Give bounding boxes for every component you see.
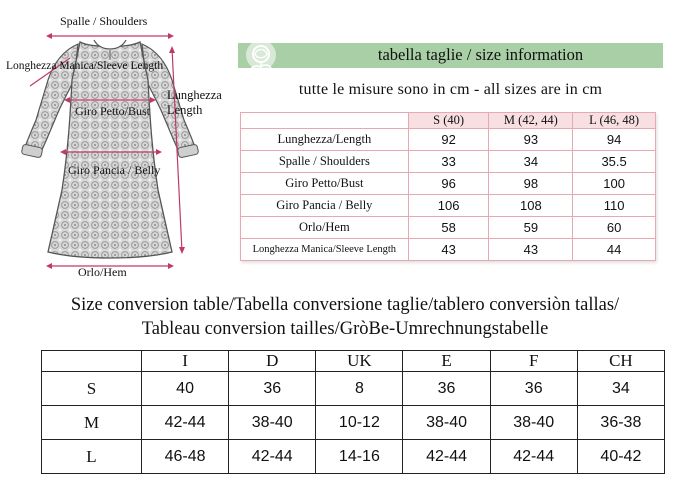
row-label-shoulders: Spalle / Shoulders [241, 151, 409, 173]
col-italy: I [142, 351, 229, 372]
label-hem: Orlo/Hem [78, 265, 127, 279]
table-cell: 40-42 [577, 440, 664, 474]
table-row [42, 372, 665, 406]
table-cell: 42-44 [229, 440, 316, 474]
table-row [241, 195, 656, 217]
table-cell: 110 [573, 195, 656, 217]
col-germany: D [229, 351, 316, 372]
table-cell: 35.5 [573, 151, 656, 173]
table-row [42, 440, 665, 474]
table-cell: 92 [408, 129, 489, 151]
table-row [241, 151, 656, 173]
size-col-m: M (42, 44) [489, 113, 573, 129]
table-cell: 36 [403, 372, 490, 406]
table-cell: 14-16 [316, 440, 403, 474]
label-bust: Giro Petto/Bust [75, 104, 151, 118]
row-label-hem: Orlo/Hem [241, 217, 409, 239]
table-cell: 43 [489, 239, 573, 261]
size-table-corner [241, 113, 409, 129]
conversion-corner [42, 351, 142, 372]
table-cell: 94 [573, 129, 656, 151]
row-label-bust: Giro Petto/Bust [241, 173, 409, 195]
label-sleeve-length: Longhezza Manica/Sleeve Length [6, 60, 164, 72]
table-cell: 38-40 [403, 406, 490, 440]
table-cell: 42-44 [142, 406, 229, 440]
table-cell: 46-48 [142, 440, 229, 474]
conversion-table [41, 350, 665, 474]
table-row [241, 217, 656, 239]
table-row [241, 239, 656, 261]
units-note: tutte le misure sono in cm - all sizes are in cm [298, 81, 603, 98]
table-row [42, 406, 665, 440]
label-length-line2: Length [167, 103, 203, 117]
row-label-sleeve-length: Longhezza Manica/Sleeve Length [241, 239, 409, 261]
conversion-title-line2: Tableau conversion tailles/GròBe-Umrechnungstabelle [141, 319, 549, 339]
table-cell: 34 [489, 151, 573, 173]
row-label-s: S [42, 372, 142, 406]
table-cell: 34 [577, 372, 664, 406]
size-info-header [238, 43, 663, 68]
table-cell: 36 [229, 372, 316, 406]
row-label-l: L [42, 440, 142, 474]
label-shoulders: Spalle / Shoulders [60, 14, 148, 28]
table-cell: 38-40 [490, 406, 577, 440]
table-cell: 98 [489, 173, 573, 195]
col-uk: UK [316, 351, 403, 372]
table-cell: 93 [489, 129, 573, 151]
table-cell: 43 [408, 239, 489, 261]
table-cell: 42-44 [490, 440, 577, 474]
header-title: tabella taglie / size information [377, 45, 584, 64]
conversion-title-line1: Size conversion table/Tabella conversione taglie/tablero conversiòn tallas/ [70, 295, 620, 315]
conversion-header-row [42, 351, 665, 372]
table-cell: 36 [490, 372, 577, 406]
table-cell: 42-44 [403, 440, 490, 474]
row-label-length: Lunghezza/Length [241, 129, 409, 151]
dress-illustration [0, 0, 235, 290]
table-cell: 10-12 [316, 406, 403, 440]
table-cell: 33 [408, 151, 489, 173]
size-table [240, 112, 656, 261]
rose-icon [241, 37, 281, 73]
table-cell: 60 [573, 217, 656, 239]
table-cell: 106 [408, 195, 489, 217]
table-cell: 108 [489, 195, 573, 217]
col-france: F [490, 351, 577, 372]
table-cell: 44 [573, 239, 656, 261]
row-label-m: M [42, 406, 142, 440]
size-col-l: L (46, 48) [573, 113, 656, 129]
size-table-header-row [241, 113, 656, 129]
dress-diagram [0, 0, 235, 290]
table-cell: 59 [489, 217, 573, 239]
col-spain: E [403, 351, 490, 372]
table-row [241, 173, 656, 195]
size-col-s: S (40) [408, 113, 489, 129]
table-cell: 8 [316, 372, 403, 406]
col-switzerland: CH [577, 351, 664, 372]
row-label-belly: Giro Pancia / Belly [241, 195, 409, 217]
table-cell: 96 [408, 173, 489, 195]
table-cell: 40 [142, 372, 229, 406]
label-belly: Giro Pancia / Belly [68, 163, 161, 177]
table-row [241, 129, 656, 151]
table-cell: 100 [573, 173, 656, 195]
table-cell: 58 [408, 217, 489, 239]
table-cell: 36-38 [577, 406, 664, 440]
table-cell: 38-40 [229, 406, 316, 440]
label-length-line1: Lunghezza [167, 88, 222, 102]
